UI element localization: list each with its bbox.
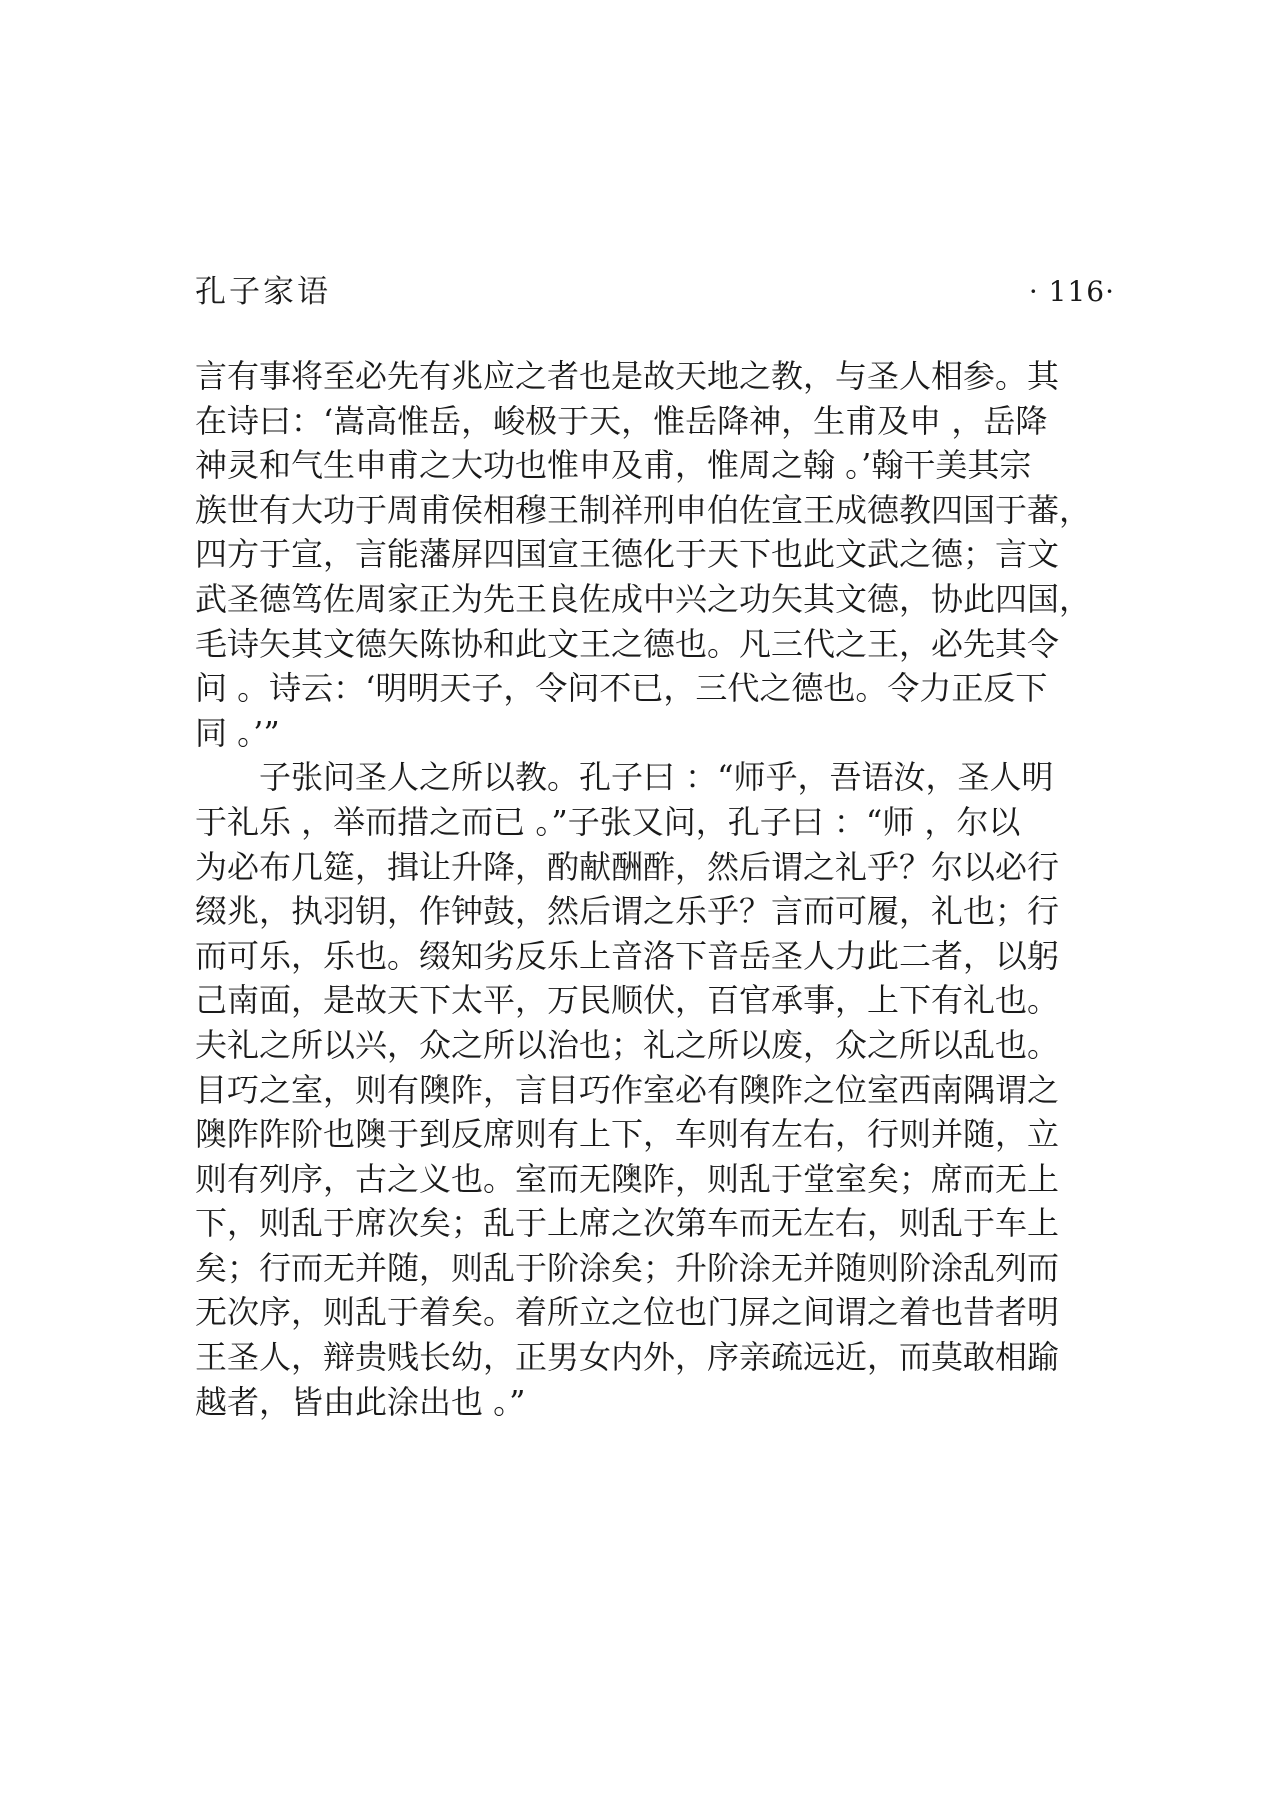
text-line: 而可乐，乐也。缀知劣反乐上音洛下音岳圣人力此二者，以躬 <box>195 936 1060 975</box>
page-header <box>195 268 1115 316</box>
text-line: 言有事将至必先有兆应之者也是故天地之教，与圣人相参。其 <box>195 357 1060 395</box>
text-line: 越者，皆由此涂出也 。” <box>195 1382 526 1421</box>
text-line: 在诗曰：‘嵩高惟岳，峻极于天，惟岳降神，生甫及申 ，岳降 <box>195 401 1048 440</box>
text-line: 毛诗矢其文德矢陈协和此文王之德也。凡三代之王，必先其令 <box>195 624 1060 663</box>
text-line: 己南面，是故天下太平，万民顺伏，百官承事，上下有礼也。 <box>195 981 1060 1020</box>
text-line: 无次序，则乱于着矣。着所立之位也门屏之间谓之着也昔者明 <box>195 1293 1060 1332</box>
text-line: 为必布几筵，揖让升降，酌献酬酢，然后谓之礼乎？尔以必行 <box>195 847 1060 886</box>
paragraph-start-line: 子张问圣人之所以教。孔子曰 ：“师乎，吾语汝，圣人明 <box>259 758 1054 797</box>
text-line: 同 。’” <box>195 713 280 752</box>
text-line: 目巧之室，则有隩阼，言目巧作室必有隩阼之位室西南隅谓之 <box>195 1070 1060 1109</box>
text-line: 则有列序，古之义也。室而无隩阼，则乱于堂室矣；席而无上 <box>195 1159 1060 1198</box>
body-text <box>195 354 1115 1424</box>
text-line: 缀兆，执羽钥，作钟鼓，然后谓之乐乎？言而可履，礼也；行 <box>195 892 1060 931</box>
text-line: 矣；行而无并随，则乱于阶涂矣；升阶涂无并随则阶涂乱列而 <box>195 1248 1060 1287</box>
text-line: 问 。诗云：‘明明天子，令问不已，三代之德也。令力正反下 <box>195 669 1048 708</box>
text-line: 于礼乐 ，举而措之而已 。”子张又问，孔子曰 ：“师 ，尔以 <box>195 802 1021 841</box>
book-title: 孔子家语 <box>195 274 331 310</box>
text-line: 族世有大功于周甫侯相穆王制祥刑申伯佐宣王成德教四国于蕃， <box>195 490 1092 529</box>
text-line: 四方于宣，言能藩屏四国宣王德化于天下也此文武之德；言文 <box>195 535 1060 574</box>
text-line: 下，则乱于席次矣；乱于上席之次第车而无左右，则乱于车上 <box>195 1204 1060 1243</box>
text-line: 夫礼之所以兴，众之所以治也；礼之所以废，众之所以乱也。 <box>195 1025 1060 1064</box>
text-line: 王圣人，辩贵贱长幼，正男女内外，序亲疏远近，而莫敢相踰 <box>195 1338 1060 1377</box>
page-number: · 116· <box>1028 275 1115 308</box>
text-line: 神灵和气生申甫之大功也惟申及甫，惟周之翰 。’翰干美其宗 <box>195 446 1032 485</box>
text-line: 武圣德笃佐周家正为先王良佐成中兴之功矢其文德，协此四国， <box>195 579 1092 618</box>
text-line: 隩阼阼阶也隩于到反席则有上下，车则有左右，行则并随，立 <box>195 1115 1060 1154</box>
